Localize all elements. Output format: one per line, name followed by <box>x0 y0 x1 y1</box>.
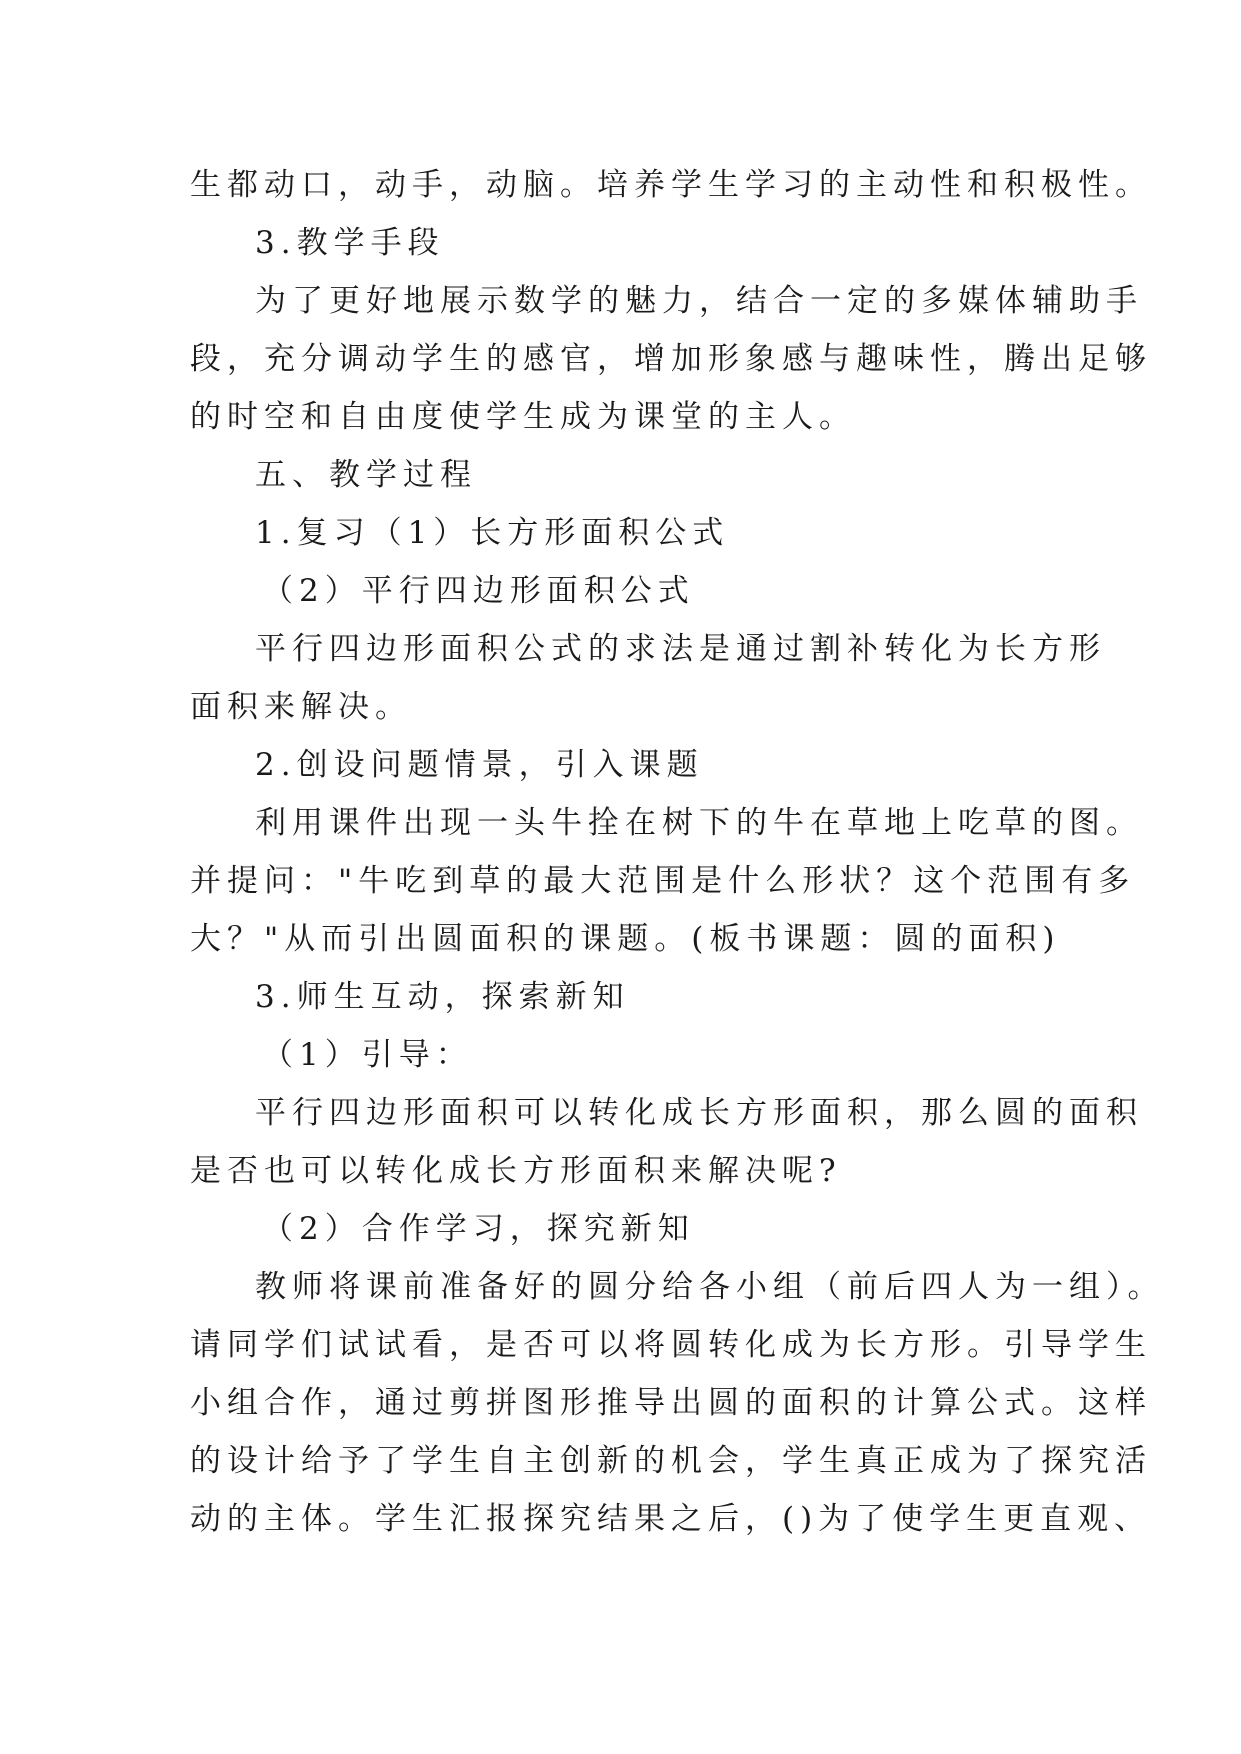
text-line: 的时空和自由度使学生成为课堂的主人。 <box>190 399 856 435</box>
text-line: 为了更好地展示数学的魅力，结合一定的多媒体辅助手 <box>255 283 1143 319</box>
text-line: 教师将课前准备好的圆分给各小组（前后四人为一组）。 <box>255 1269 1165 1305</box>
text-line: 利用课件出现一头牛拴在树下的牛在草地上吃草的图。 <box>255 805 1143 841</box>
subsection-heading: （2）平行四边形面积公式 <box>262 573 695 609</box>
section-heading: 1.复习（1）长方形面积公式 <box>255 515 730 551</box>
text-line: 平行四边形面积可以转化成长方形面积，那么圆的面积 <box>255 1095 1143 1131</box>
text-line: 并提问："牛吃到草的最大范围是什么形状？这个范围有多 <box>190 863 1136 899</box>
text-line: 的设计给予了学生自主创新的机会，学生真正成为了探究活 <box>190 1443 1152 1479</box>
text-line: 请同学们试试看，是否可以将圆转化成为长方形。引导学生 <box>190 1327 1152 1363</box>
section-heading: 3.师生互动，探索新知 <box>255 979 630 1015</box>
subsection-heading: （1）引导： <box>262 1037 473 1073</box>
text-line: 是否也可以转化成长方形面积来解决呢? <box>190 1153 842 1189</box>
text-line: 段，充分调动学生的感官，增加形象感与趣味性，腾出足够 <box>190 341 1152 377</box>
text-line: 小组合作，通过剪拼图形推导出圆的面积的计算公式。这样 <box>190 1385 1152 1421</box>
text-line: 大？"从而引出圆面积的课题。(板书课题：圆的面积) <box>190 921 1061 957</box>
text-line: 平行四边形面积公式的求法是通过割补转化为长方形 <box>255 631 1106 667</box>
text-line: 面积来解决。 <box>190 689 412 725</box>
text-line: 动的主体。学生汇报探究结果之后，()为了使学生更直观、 <box>190 1501 1152 1537</box>
section-heading: 2.创设问题情景，引入课题 <box>255 747 704 783</box>
section-heading: 3.教学手段 <box>255 225 445 261</box>
section-heading: 五、教学过程 <box>255 457 477 493</box>
subsection-heading: （2）合作学习，探究新知 <box>262 1211 695 1247</box>
text-line: 生都动口，动手，动脑。培养学生学习的主动性和积极性。 <box>190 167 1152 203</box>
